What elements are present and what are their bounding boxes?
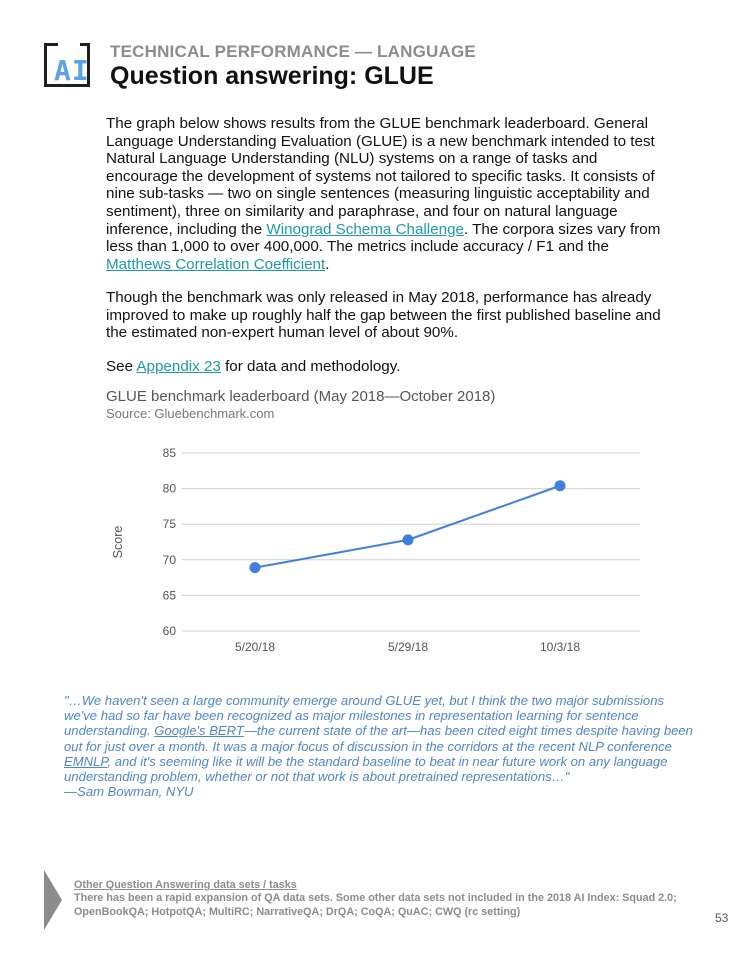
- x-tick-label: 5/20/18: [234, 640, 276, 654]
- x-tick-label: 5/29/18: [387, 640, 429, 654]
- quote-text-a: "…We haven't seen a large community emerge around GLUE yet, but I think the two major submissions we've had so far have been recognized as major milestones in representation learning for sentence understanding.: [64, 693, 665, 739]
- footer-title: Other Question Answering data sets / tasks: [74, 879, 297, 891]
- emnlp-link[interactable]: EMNLP: [64, 753, 108, 769]
- footer-text: There has been a rapid expansion of QA data sets. Some other data sets not included in the 2018 AI Index: Squad 2.0; OpenBookQA; HotpotQA; MultiRC; NarrativeQA; DrQA; CoQA; QuAC; CWQ (rc setting): [74, 892, 677, 918]
- matthews-link[interactable]: Matthews Correlation Coefficient: [106, 255, 326, 273]
- intro-paragraph-2: Though the benchmark was only released in May 2018, performance has already improved to make up roughly half the gap between the first published baseline and the estimated non-expert human level of about 90%.: [106, 289, 661, 342]
- page-title: Question answering: GLUE: [110, 62, 434, 90]
- y-tick-label: 70: [162, 552, 176, 567]
- winograd-link[interactable]: Winograd Schema Challenge: [266, 220, 464, 238]
- glue-line-chart: [100, 438, 660, 663]
- data-point: [555, 480, 566, 491]
- data-point: [403, 534, 414, 545]
- intro-text-c: .: [325, 255, 330, 273]
- y-tick-label: 60: [162, 624, 176, 638]
- intro-text-a: The graph below shows results from the GLUE benchmark leaderboard. General Language Understanding Evaluation (GLUE) is a new benchmark intended to test Natural Language Understanding (NLU) systems on a range of tasks and encourage the development of systems not tailored to specific tasks. It consists of nine sub-tasks — two on single sentences (measuring linguistic acceptability and sentiment), three on similarity and paraphrase, and four on natural language inference, including the: [106, 115, 655, 238]
- intro-paragraph-3: [106, 358, 666, 376]
- chart-source: Source: Gluebenchmark.com: [106, 406, 275, 421]
- data-point: [250, 562, 261, 573]
- y-tick-label: 80: [162, 481, 176, 496]
- intro-text-b: . The corpora sizes vary from less than 1,000 to over 400,000. The metrics include accuracy / F1 and the: [106, 220, 661, 256]
- y-tick-label: 85: [162, 446, 176, 460]
- chart-svg: [100, 438, 660, 663]
- see-text-end: for data and methodology.: [220, 358, 401, 375]
- quote-text-b: —the current state of the art—has been cited eight times despite having been out for just over a month. It was a major focus of discussion in the corridors at the recent NLP conference: [64, 723, 693, 754]
- intro-paragraph-1: [106, 115, 666, 273]
- series-line: [255, 486, 560, 568]
- x-tick-label: 10/3/18: [539, 640, 581, 654]
- appendix-link[interactable]: Appendix 23: [136, 358, 221, 375]
- bert-link[interactable]: Google's BERT: [154, 723, 244, 739]
- y-tick-label: 75: [162, 517, 176, 532]
- logo-frame-gap: [58, 40, 80, 48]
- y-tick-label: 65: [162, 588, 176, 603]
- chart-title: GLUE benchmark leaderboard (May 2018—October 2018): [106, 388, 496, 405]
- quote-text-c: , and it's seeming like it will be the standard baseline to beat in near future work on any language understanding problem, whether or not that work is about pretrained representations…": [64, 753, 668, 785]
- section-kicker: TECHNICAL PERFORMANCE — LANGUAGE: [110, 42, 476, 61]
- see-text: See: [106, 358, 137, 375]
- footer-arrow-icon: [44, 870, 62, 930]
- quote-block: [64, 693, 694, 799]
- page-number: 53: [715, 911, 729, 925]
- y-axis-label: Score: [111, 525, 125, 559]
- ai-logo: AI: [54, 54, 90, 87]
- quote-attribution: —Sam Bowman, NYU: [64, 784, 194, 800]
